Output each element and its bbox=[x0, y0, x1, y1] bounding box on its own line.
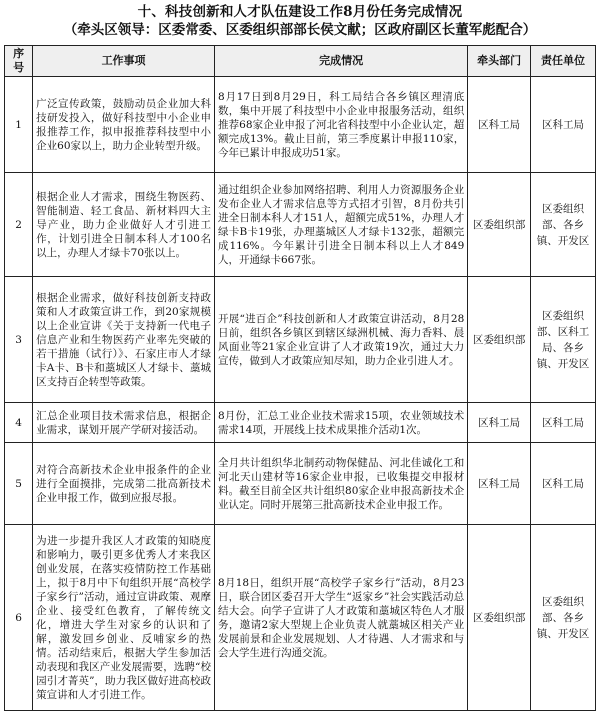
status-cell: 8月份，汇总工业企业技术需求15项，农业领域技术需求14项，开展线上技术成果推介活动1次。 bbox=[214, 403, 467, 443]
header-lead-dept: 牵头部门 bbox=[468, 46, 531, 77]
lead-dept-cell: 区科工局 bbox=[468, 77, 531, 173]
task-cell: 根据企业人才需求，围绕生物医药、智能制造、轻工食品、新材料四大主导产业，助力企业做好人才引进工作，计划引进全日制本科人才100名以上，办理人才绿卡70张以上。 bbox=[33, 173, 215, 277]
row-number: 1 bbox=[5, 77, 33, 173]
lead-dept-cell: 区科工局 bbox=[468, 443, 531, 525]
task-table bbox=[4, 45, 596, 711]
header-resp-unit: 责任单位 bbox=[531, 46, 596, 77]
table-row bbox=[5, 403, 596, 443]
row-number: 2 bbox=[5, 173, 33, 277]
table-row bbox=[5, 77, 596, 173]
status-cell: 通过组织企业参加网络招聘、利用人力资源服务企业发布企业人才需求信息等方式招才引智，8月份共引进全日制本科人才151人，超额完成51%，办理人才绿卡B卡19张，办理藁城区人才绿卡132张，超额完成116%。今年累计引进全日制本科以上人才849人，开通绿卡667张。 bbox=[214, 173, 467, 277]
status-cell: 8月18日，组织开展“高校学子家乡行”活动，8月23日，联合团区委召开大学生“返家乡”社会实践活动总结大会。向学子宣讲了人才政策和藁城区特色人才服务，邀请2家大型规上企业负责人就藁城区相关产业发展前景和企业发展规划、人才待遇、人才需求和与会大学生进行沟通交流。 bbox=[214, 525, 467, 711]
row-number: 6 bbox=[5, 525, 33, 711]
row-number: 3 bbox=[5, 277, 33, 403]
table-row bbox=[5, 443, 596, 525]
resp-unit-cell: 区委组织部、各乡镇、开发区 bbox=[531, 173, 596, 277]
resp-unit-cell: 区科工局 bbox=[531, 403, 596, 443]
resp-unit-cell: 区科工局 bbox=[531, 443, 596, 525]
task-cell: 广泛宣传政策，鼓励动员企业加大科技研发投入，做好科技型中小企业申报推荐工作，拟申报推荐科技型中小企业60家以上，助力企业转型升级。 bbox=[33, 77, 215, 173]
resp-unit-cell: 区委组织部、区科工局、各乡镇、开发区 bbox=[531, 277, 596, 403]
lead-dept-cell: 区委组织部 bbox=[468, 277, 531, 403]
lead-dept-cell: 区科工局 bbox=[468, 403, 531, 443]
task-cell: 根据企业需求，做好科技创新支持政策和人才政策宣讲工作，到20家规模以上企业宣讲《关于支持新一代电子信息产业和生物医药产业率先突破的若干措施（试行）》、石家庄市人才绿卡A卡、B卡和藁城区人才绿卡、藁城区支持百企转型等政策。 bbox=[33, 277, 215, 403]
page-subtitle: （牵头区领导：区委常委、区委组织部部长侯文献；区政府副区长董军彪配合） bbox=[63, 22, 537, 38]
resp-unit-cell: 区委组织部、各乡镇、开发区 bbox=[531, 525, 596, 711]
header-no: 序号 bbox=[5, 46, 33, 77]
header-status: 完成情况 bbox=[214, 46, 467, 77]
task-cell: 汇总企业项目技术需求信息，根据企业需求，谋划开展产学研对接活动。 bbox=[33, 403, 215, 443]
status-cell: 8月17日到8月29日，科工局结合各乡镇区理清底数，集中开展了科技型中小企业申报服务活动，组织推荐68家企业申报了河北省科技型中小企业认定，超额完成13%。截止目前，第三季度累计申报110家，今年已累计申报成功51家。 bbox=[214, 77, 467, 173]
row-number: 5 bbox=[5, 443, 33, 525]
table-row bbox=[5, 173, 596, 277]
status-cell: 全月共计组织华北制药动物保健品、河北佳诚化工和河北天山建材等16家企业申报，已收集提交申报材料。截至目前全区共计组织80家企业申报高新技术企业认定。同时开展第三批高新技术企业申报工作。 bbox=[214, 443, 467, 525]
task-cell: 对符合高新技术企业申报条件的企业进行全面摸排，完成第二批高新技术企业申报工作，做到应报尽报。 bbox=[33, 443, 215, 525]
header-task: 工作事项 bbox=[33, 46, 215, 77]
lead-dept-cell: 区委组织部 bbox=[468, 173, 531, 277]
status-cell: 开展“进百企”科技创新和人才政策宣讲活动，8月28日前，组织各乡镇区到辖区绿洲机械、海力香料、晨风面业等21家企业宣讲了人才政策19次，通过大力宣传，做到人才政策应知尽知，助力企业引进人才。 bbox=[214, 277, 467, 403]
table-row bbox=[5, 525, 596, 711]
table-header-row bbox=[5, 46, 596, 77]
table-row bbox=[5, 277, 596, 403]
lead-dept-cell: 区委组织部 bbox=[468, 525, 531, 711]
resp-unit-cell: 区科工局 bbox=[531, 77, 596, 173]
page-title: 十、科技创新和人才队伍建设工作8月份任务完成情况 bbox=[137, 4, 463, 20]
row-number: 4 bbox=[5, 403, 33, 443]
task-cell: 为进一步提升我区人才政策的知晓度和影响力，吸引更多优秀人才来我区创业发展，在落实疫情防控工作基础上，拟于8月中下旬组织开展“高校学子家乡行”活动，通过宣讲政策、观摩企业、接受红色教育，了解传统文化，增进大学生对家乡的认识和了解，激发回乡创业、反哺家乡的热情。活动结束后，根据大学生参加活动表现和我区产业发展需要，选聘“校园引才菁英”，助力我区做好进高校政策宣讲和人才引进工作。 bbox=[33, 525, 215, 711]
